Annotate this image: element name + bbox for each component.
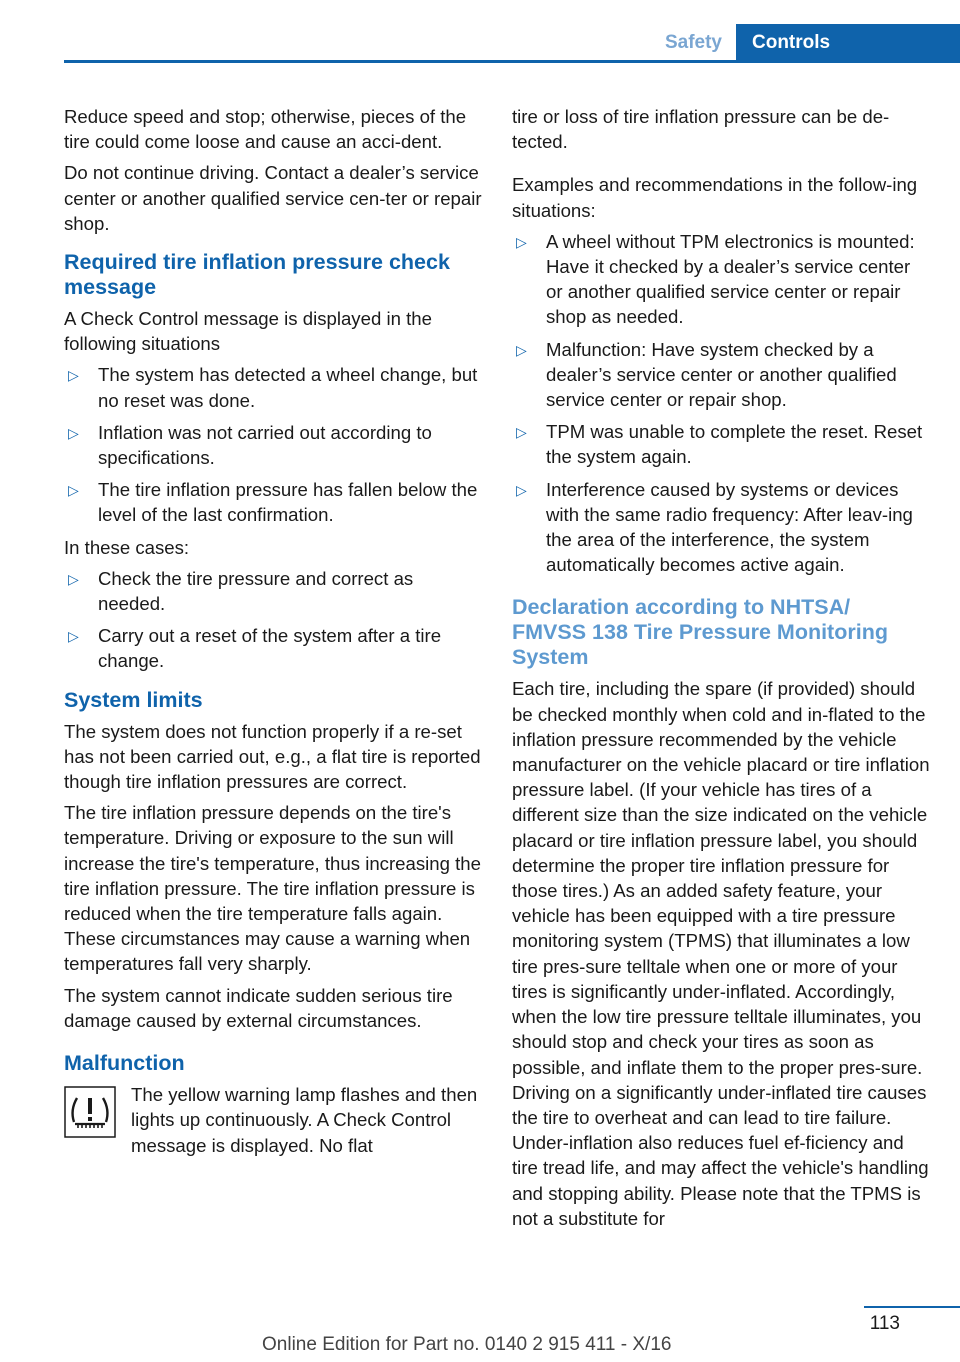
- list-item: ▷ Interference caused by systems or devices with the same radio frequency: After leav‐ing the area of the interference, the system automatically becomes active again.: [516, 478, 913, 576]
- edition-footer: Online Edition for Part no. 0140 2 915 411 - X/16: [262, 1334, 672, 1355]
- malfunction-block: [64, 1082, 484, 1158]
- intro-paragraph-2: Do not continue driving. Contact a dealer’s service center or another qualified service cen‐ter or repair shop.: [64, 162, 482, 234]
- page-number: 113: [869, 1313, 900, 1334]
- triangle-bullet-icon: ▷: [68, 424, 79, 441]
- limits-paragraph-3: The system cannot indicate sudden serious tire damage caused by external circumstances.: [64, 984, 453, 1031]
- triangle-bullet-icon: ▷: [68, 482, 79, 499]
- malfunction-heading: Malfunction: [64, 1051, 185, 1076]
- limits-paragraph-2: The tire inflation pressure depends on the tire's temperature. Driving or exposure to the sun will increase the tire's temperature, thus increasing the tire inflation pressure. The tire inflation pressure is reduced when the tire temperature falls again. These circumstances may cause a warning when temperatures fall very sharply.: [64, 802, 481, 975]
- limits-paragraph-1: The system does not function properly if a re‐set has not been carried out, e.g., a flat tire is reported though tire inflation pressures are correct.: [64, 720, 481, 793]
- malfunction-text: The yellow warning lamp flashes and then lights up continuously. A Check Control message is displayed. No flat: [131, 1084, 478, 1156]
- list-item: ▷ Inflation was not carried out according to specifications.: [68, 421, 432, 469]
- list-item: ▷ TPM was unable to complete the reset. Reset the system again.: [516, 421, 923, 468]
- list-item: ▷ The tire inflation pressure has fallen below the level of the last confirmation.: [68, 479, 478, 526]
- declaration-heading: Declaration according to NHTSA/ FMVSS 138 Tire Pressure Monitoring System: [512, 595, 888, 670]
- continuation-paragraph: tire or loss of tire inflation pressure can be de‐tected.: [512, 106, 890, 153]
- triangle-bullet-icon: ▷: [516, 481, 527, 498]
- required-lead: A Check Control message is displayed in the following situations: [64, 308, 432, 355]
- tab-safety: Safety: [664, 32, 722, 53]
- list-item: ▷ Check the tire pressure and correct as needed.: [68, 567, 414, 615]
- list-item: ▷ Carry out a reset of the system after a tire change.: [68, 625, 442, 672]
- header-rule: [64, 60, 960, 63]
- intro-paragraph-1: Reduce speed and stop; otherwise, pieces of the tire could come loose and cause an acci‐dent.: [64, 106, 467, 153]
- left-column: [64, 104, 484, 1158]
- triangle-bullet-icon: ▷: [516, 233, 527, 250]
- list-item: ▷ Malfunction: Have system checked by a dealer’s service center or another qualified service center or repair shop.: [516, 338, 897, 411]
- cases-list: [64, 566, 484, 674]
- right-column: [512, 104, 930, 1237]
- examples-lead: Examples and recommendations in the follow‐ing situations:: [512, 174, 918, 221]
- footer-rule: [864, 1306, 960, 1308]
- triangle-bullet-icon: ▷: [68, 628, 79, 645]
- list-item: ▷ A wheel without TPM electronics is mounted: Have it checked by a dealer’s service center or another qualified service center or repair shop as needed.: [516, 230, 915, 328]
- examples-list: [512, 229, 930, 578]
- list-item: ▷ The system has detected a wheel change, but no reset was done.: [68, 364, 478, 411]
- declaration-text: Each tire, including the spare (if provided) should be checked monthly when cold and in‐flated to the inflation pressure recommended by the vehicle manufacturer on the vehicle placard or tire inflation pressure label. (If your vehicle has tires of a different size than the size indicated on the vehicle placard or tire inflation pressure label, you should determine the proper tire inflation pressure for those tires.) As an added safety feature, your vehicle has been equipped with a tire pressure monitoring system (TPMS) that illuminates a low tire pres‐sure telltale when one or more of your tires is significantly under-inflated. Accordingly, when the low tire pressure telltale illuminates, you should stop and check your tires as soon as possible, and inflate them to the proper pres‐sure. Driving on a significantly under-inflated tire causes the tire to overheat and can lead to tire failure. Under-inflation also reduces fuel ef‐ficiency and tire tread life, and may affect the vehicle's handling and stopping ability. Please note that the TPMS is not a substitute for: [512, 678, 930, 1229]
- cases-lead: In these cases:: [64, 536, 190, 558]
- limits-heading: System limits: [64, 687, 203, 712]
- tire-pressure-warning-icon: [64, 1086, 116, 1138]
- required-list: [64, 362, 484, 527]
- triangle-bullet-icon: ▷: [68, 367, 79, 384]
- tab-controls: Controls: [736, 24, 960, 63]
- triangle-bullet-icon: ▷: [516, 424, 527, 441]
- required-heading: Required tire inflation pressure check message: [64, 250, 450, 300]
- triangle-bullet-icon: ▷: [68, 570, 79, 587]
- triangle-bullet-icon: ▷: [516, 341, 527, 358]
